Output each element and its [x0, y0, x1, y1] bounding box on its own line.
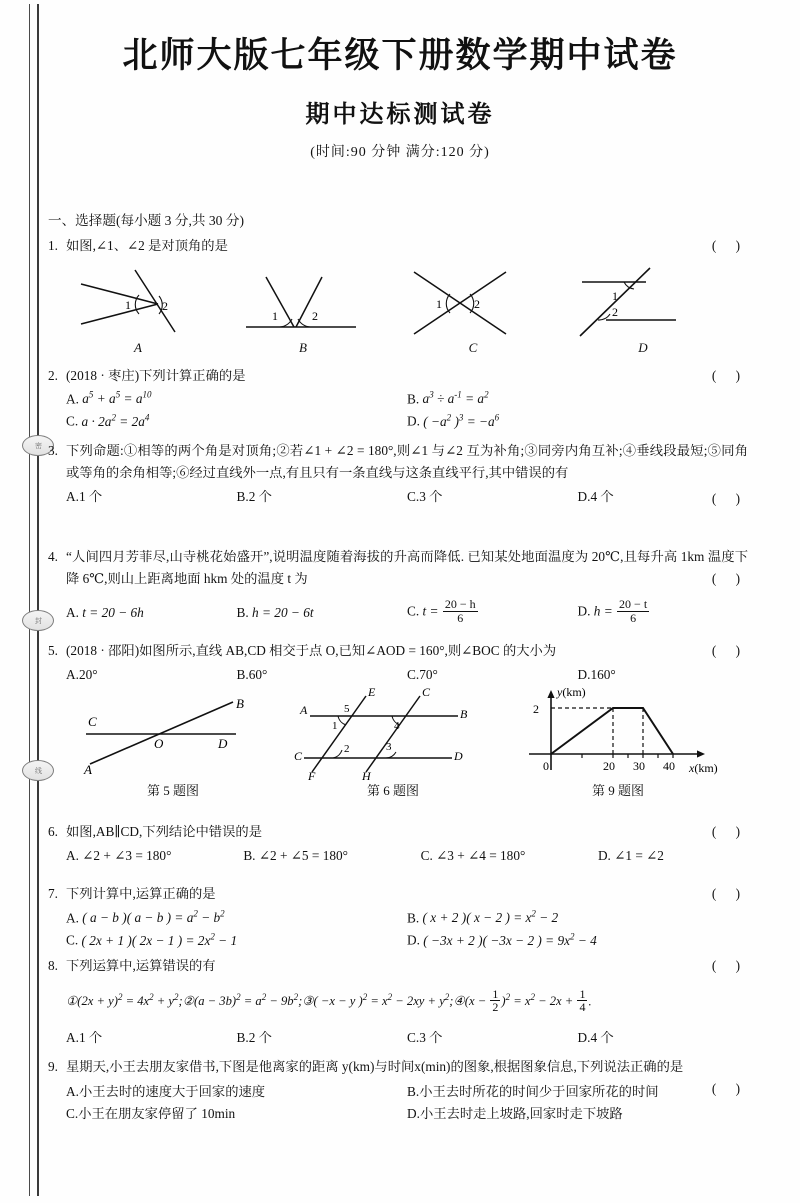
x-axis-label: x(km): [689, 761, 718, 775]
seal-stamp-2: 封: [22, 610, 54, 631]
option-key: A.: [66, 604, 79, 620]
option-2c[interactable]: C. $a \cdot 2a^2 = 2a^4$: [66, 412, 150, 429]
angle-label-1: 1: [125, 298, 131, 312]
angle-label-1: 1: [612, 289, 618, 303]
question-number-4: 4.: [48, 549, 58, 564]
figure-caption-q5: 第 5 题图: [146, 783, 199, 798]
y-axis-label: y(km): [557, 685, 586, 699]
option-3b[interactable]: [237, 486, 408, 508]
option-key: C.: [66, 413, 79, 429]
option-text: 小王去时走上坡路,回家时走下坡路: [419, 1106, 623, 1122]
figure-q9-chart: [503, 682, 733, 798]
question-number-6: 6.: [48, 824, 58, 839]
x-tick-30: 30: [633, 759, 645, 773]
answer-bracket-8: ( ): [711, 958, 748, 973]
angle-label-1: 1: [332, 720, 338, 732]
option-2d[interactable]: D. ( $-a^2$ )$^3 = -a^6$: [407, 412, 500, 429]
answer-bracket-6: ( ): [711, 824, 748, 839]
y-tick-2: 2: [533, 702, 539, 716]
figure-1d: [568, 262, 718, 354]
point-label-e: E: [368, 685, 376, 699]
option-key: A.: [66, 390, 79, 406]
point-label-h: H: [362, 769, 371, 783]
option-text: ∠2 + ∠3 = 180°: [82, 847, 172, 863]
figure-q6: [288, 684, 498, 798]
option-9c[interactable]: [66, 1103, 407, 1125]
option-key: B.: [407, 390, 420, 406]
option-7b[interactable]: B. ( x + 2 )( x − 2 ) = $x^2 - 2$: [407, 908, 559, 925]
option-key: B.: [236, 489, 249, 505]
option-key: C.: [407, 1030, 420, 1046]
option-4a[interactable]: A. t = 20 − 6h: [66, 604, 144, 620]
question-text-9: 星期天,小王去朋友家借书,下图是他离家的距离 y(km)与时间x(min)的图象,根据图象信息,下列说法正确的是: [66, 1059, 684, 1074]
option-7d[interactable]: D. ( −3x + 2 )( −3x − 2 ) = $9x^2 - 4$: [407, 931, 597, 948]
answer-bracket-1: ( ): [711, 238, 748, 254]
option-2b[interactable]: B. $a^3 \div a^{-1} = a^2$: [407, 389, 489, 406]
question-number-2: 2.: [48, 368, 58, 383]
question-text-2: (2018 · 枣庄)下列计算正确的是: [66, 368, 246, 383]
option-key: D.: [597, 847, 611, 863]
option-text: 小王去时所花的时间少于回家所花的时间: [419, 1083, 659, 1099]
x-tick-40: 40: [663, 759, 675, 773]
middle-figure-row: [48, 686, 748, 796]
question-number-9: 9.: [48, 1059, 58, 1074]
question-text-6: 如图,AB∥CD,下列结论中错误的是: [66, 824, 262, 839]
figure-1c: [398, 262, 548, 354]
option-text: 3 个: [419, 1030, 443, 1046]
option-key: D.: [577, 603, 591, 619]
angle-label-2: 2: [162, 299, 168, 313]
option-4c[interactable]: C. t = $\frac{20 - h}{6}$: [407, 597, 476, 626]
option-key: A.: [66, 1030, 79, 1046]
angle-label-4: 4: [394, 720, 400, 732]
question-6: [48, 818, 748, 866]
option-text: 1 个: [78, 1030, 103, 1046]
angle-label-1: 1: [272, 309, 278, 323]
option-text: 4 个: [590, 489, 614, 505]
answer-bracket-4: ( ): [711, 571, 748, 586]
answer-bracket-9: ( ): [711, 1081, 748, 1096]
option-6b[interactable]: [243, 845, 420, 867]
question-3: [48, 437, 748, 508]
option-7c[interactable]: C. ( 2x + 1 )( 2x − 1 ) = $2x^2 - 1$: [66, 931, 238, 948]
exam-meta: (时间:90 分钟 满分:120 分): [310, 145, 490, 160]
question-1: [48, 235, 748, 257]
question-text-3: 下列命题:①相等的两个角是对顶角;②若∠1 + ∠2 = 180°,则∠1 与∠2 互为补角;③同旁内角互补;④垂线段最短;⑤同角或等角的余角相等;⑥经过直线外一点,有且只有一条直线与这条直线平行,其中错误的有: [66, 443, 748, 480]
chart-origin: 0: [543, 759, 549, 773]
figure-1a: [63, 262, 213, 354]
option-text: 3 个: [419, 489, 443, 505]
point-label-b: B: [236, 696, 244, 711]
question-text-5: (2018 · 邵阳)如图所示,直线 AB,CD 相交于点 O,已知∠AOD = 160°,则∠BOC 的大小为: [66, 643, 557, 658]
option-key: B.: [236, 604, 249, 620]
option-text: 60°: [248, 666, 268, 682]
question-7: [48, 880, 748, 951]
option-9b[interactable]: [407, 1081, 748, 1103]
figure-label-a: A: [134, 340, 142, 355]
option-text: 20°: [78, 666, 98, 682]
point-label-a: A: [300, 703, 308, 717]
figure-caption-q9: 第 9 题图: [591, 783, 644, 798]
y-axis-arrow: [547, 690, 554, 698]
point-label-b: B: [460, 707, 468, 721]
question-text-1: 如图,∠1、∠2 是对顶角的是: [66, 238, 228, 254]
option-key: B.: [236, 1030, 249, 1046]
exam-body: [48, 210, 748, 257]
fraction-quarter: $\frac{1}{4}$: [579, 986, 586, 1015]
question-4: [48, 543, 748, 626]
figure-1b: [228, 262, 378, 354]
question-number-1: 1.: [48, 238, 58, 254]
question-text-4: “人间四月芳菲尽,山寺桃花始盛开”,说明温度随着海拔的升高而降低. 已知某处地面温度为 20℃,且每升高 1km 温度下降 6℃,则山上距离地面 hkm 处的温度 t 为: [66, 549, 748, 586]
fraction-4d: $\frac{20 - t}{6}$: [619, 597, 648, 626]
figure-label-b: B: [299, 340, 307, 355]
point-label-c-top: C: [422, 685, 431, 699]
figure-label-c: C: [468, 340, 478, 355]
option-key: A.: [66, 666, 79, 682]
question-1-figures: [48, 262, 748, 354]
option-5b[interactable]: [237, 664, 408, 686]
figure-caption-q6: 第 6 题图: [366, 783, 419, 798]
answer-bracket-5: ( ): [711, 643, 748, 658]
option-text: ∠3 + ∠4 = 180°: [436, 847, 526, 863]
question-5: [48, 637, 748, 685]
option-text: 小王在朋友家停留了 10min: [78, 1106, 236, 1122]
section-heading: 一、选择题(每小题 3 分,共 30 分): [48, 213, 244, 228]
option-text: ∠2 + ∠5 = 180°: [258, 847, 348, 863]
option-key: C.: [66, 1106, 79, 1122]
point-label-f: F: [308, 769, 316, 783]
point-label-d: D: [218, 736, 228, 751]
option-key: B.: [407, 1083, 420, 1099]
rail-line-inner: [37, 4, 39, 1196]
chart-line: [551, 708, 673, 754]
angle-label-2: 2: [474, 297, 480, 311]
option-text: 1 个: [78, 489, 103, 505]
option-key: D.: [407, 932, 420, 948]
option-9a[interactable]: [66, 1081, 407, 1103]
option-text: 70°: [419, 666, 438, 682]
question-number-3: 3.: [48, 443, 58, 458]
option-text: 2 个: [248, 1030, 272, 1046]
question-8-statements: ①(2x + $y)^2 = 4x^2$ + $y^2;②(a - 3b)^2 = a^2$ − $9b^2;③( -x - y$ )$^2 = x^2 - 2xy$ + $y^2;④(x$ − $\frac{1}{2}$ )$^2 = x^2 - 2x$ + $\frac{1}{4}$ .: [66, 986, 592, 1015]
option-key: D.: [407, 413, 420, 429]
question-2: [48, 362, 748, 432]
option-key: C.: [66, 932, 79, 948]
option-key: D.: [577, 489, 591, 505]
question-8: [48, 952, 748, 1049]
option-key: A.: [66, 489, 79, 505]
option-key: D.: [407, 1106, 420, 1122]
point-label-c-left: C: [294, 749, 303, 763]
question-text-7: 下列计算中,运算正确的是: [66, 886, 216, 901]
page-subtitle: 期中达标测试卷: [305, 99, 495, 128]
option-6c[interactable]: [421, 845, 598, 867]
option-9d[interactable]: [407, 1103, 748, 1125]
option-7a[interactable]: A. ( a − b )( a − b ) = $a^2 - b^2$: [66, 908, 225, 925]
option-key: A.: [66, 1083, 79, 1099]
fraction-4c: $\frac{20 - h}{6}$: [444, 597, 476, 626]
seal-stamp-1: 密: [22, 435, 54, 456]
x-tick-20: 20: [603, 759, 615, 773]
option-key: D.: [577, 666, 591, 682]
option-4b[interactable]: B. h = 20 − 6t: [236, 604, 314, 620]
option-key: B.: [243, 847, 256, 863]
angle-label-5: 5: [344, 703, 350, 715]
point-label-a: A: [84, 762, 92, 777]
option-text: ∠1 = ∠2: [614, 847, 664, 863]
option-key: A.: [66, 909, 79, 925]
option-text: 2 个: [248, 489, 272, 505]
angle-label-2: 2: [344, 743, 350, 755]
point-label-o: O: [154, 736, 164, 751]
option-3a[interactable]: [66, 486, 237, 508]
question-number-8: 8.: [48, 958, 58, 973]
answer-bracket-3: ( ): [711, 491, 748, 506]
question-text-8: 下列运算中,运算错误的有: [66, 958, 216, 973]
option-key: B.: [407, 909, 420, 925]
option-6d[interactable]: [598, 845, 748, 867]
point-label-c: C: [88, 714, 97, 729]
option-6a[interactable]: [66, 845, 243, 867]
option-3c[interactable]: [407, 486, 578, 508]
x-axis-arrow: [697, 750, 705, 757]
option-text: 160°: [590, 666, 616, 682]
question-number-5: 5.: [48, 643, 58, 658]
angle-label-2: 2: [612, 305, 618, 319]
answer-bracket-2: ( ): [711, 368, 748, 383]
angle-label-2: 2: [312, 309, 318, 323]
question-9: [48, 1053, 748, 1125]
option-8c[interactable]: [407, 1027, 578, 1049]
angle-label-1: 1: [436, 297, 442, 311]
option-5a[interactable]: [66, 664, 237, 686]
option-8b[interactable]: [237, 1027, 408, 1049]
option-text: 4 个: [590, 1030, 614, 1046]
rail-line-outer: [29, 4, 30, 1196]
option-key: D.: [577, 1030, 591, 1046]
option-8d[interactable]: [578, 1027, 749, 1049]
option-key: C.: [407, 666, 420, 682]
option-4d[interactable]: D. h = $\frac{20 - t}{6}$: [577, 597, 648, 626]
figure-q5: [68, 686, 278, 798]
answer-bracket-7: ( ): [711, 886, 748, 901]
option-key: C.: [407, 603, 420, 619]
seal-stamp-3: 线: [22, 760, 54, 781]
option-key: C.: [420, 847, 433, 863]
option-8a[interactable]: [66, 1027, 237, 1049]
figure-label-d: D: [638, 340, 648, 355]
fraction-half: $\frac{1}{2}$: [492, 986, 499, 1015]
angle-label-3: 3: [386, 741, 392, 753]
point-label-d: D: [454, 749, 463, 763]
option-2a[interactable]: A. $a^5 + a^5 = a^{10}$: [66, 389, 152, 406]
option-key: B.: [236, 666, 249, 682]
option-key: A.: [66, 847, 79, 863]
question-number-7: 7.: [48, 886, 58, 901]
option-key: C.: [407, 489, 420, 505]
option-text: 小王去时的速度大于回家的速度: [78, 1083, 266, 1099]
page-title: 北师大版七年级下册数学期中试卷: [122, 35, 678, 76]
